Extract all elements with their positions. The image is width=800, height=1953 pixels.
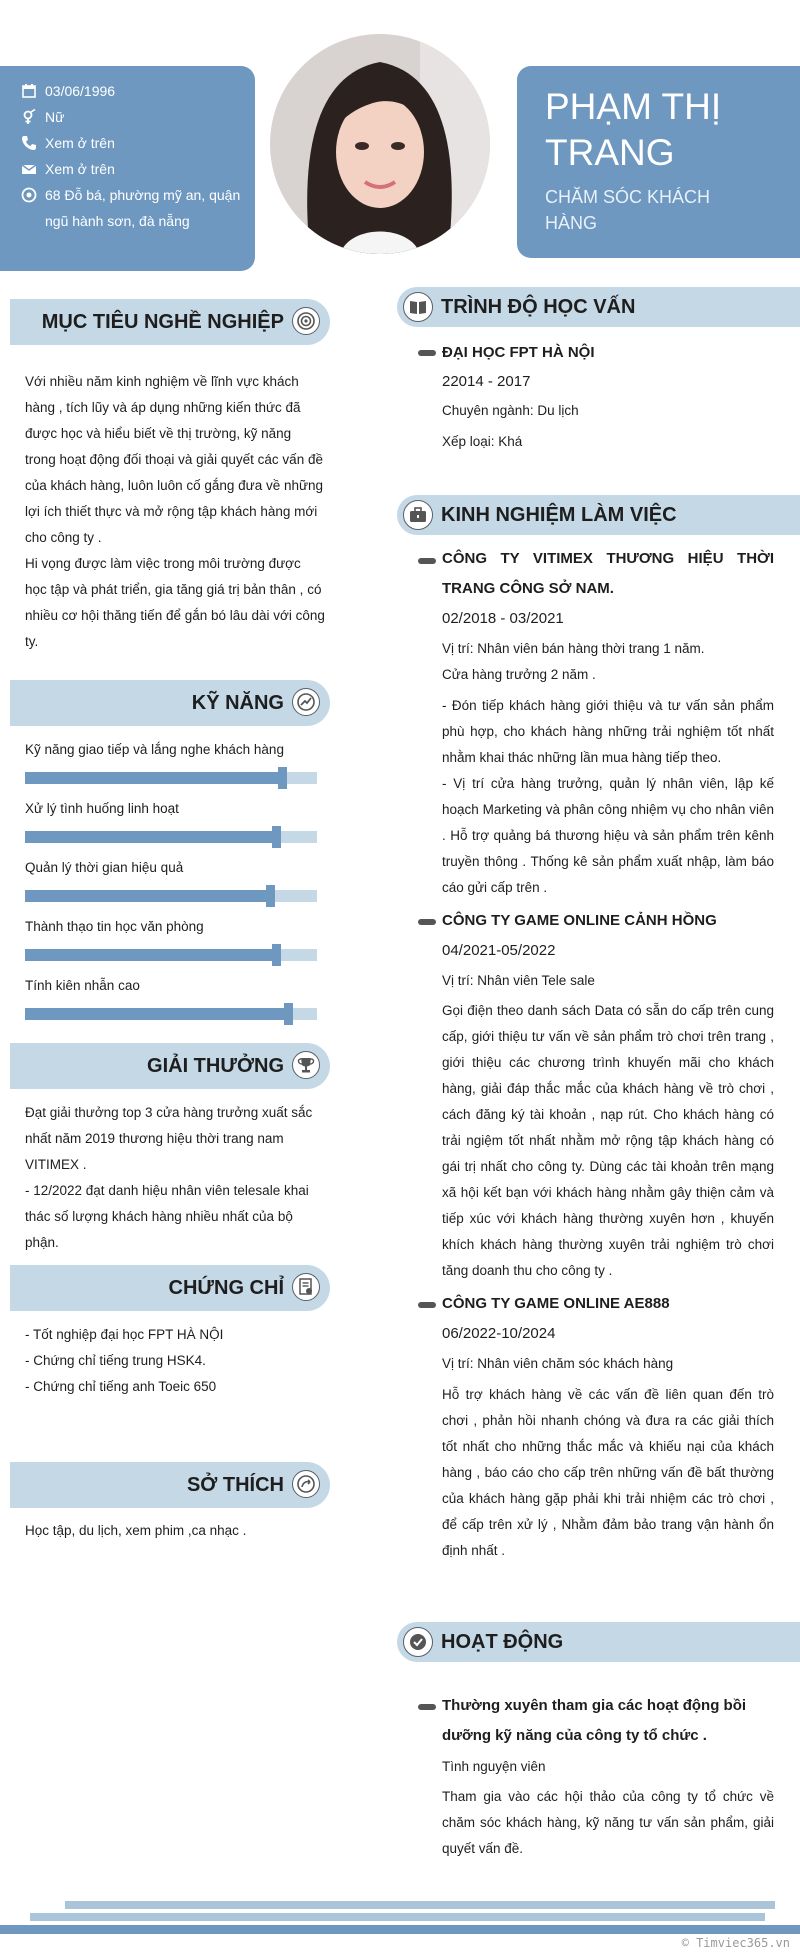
hobbies-text: Học tập, du lịch, xem phim ,ca nhạc . [25, 1523, 247, 1538]
hobbies-icon [292, 1470, 320, 1498]
activities-header [397, 1622, 800, 1662]
objective-text-2: Hi vọng được làm việc trong môi trường được học tập và phát triển, gia tăng giá trị bản thân , có nhiều cơ hội thăng tiến để gắn bó lâu dài với công ty. [25, 556, 325, 649]
activity-role: Tình nguyện viên [442, 1759, 546, 1774]
job-2-position: Vị trí: Nhân viên Tele sale [442, 973, 595, 988]
dob-text: 03/06/1996 [45, 83, 116, 99]
job-3-desc: Hỗ trợ khách hàng về các vấn đề liên quan đến trò chơi , phản hồi nhanh chóng và đưa ra các giải thích tốt nhất cho những thắc mắc và khiếu nại của khách hàng , báo cáo cho cấp trên những vấn đề bất thường của khách hàng gặp phải khi trải nhiệm các trò chơi , để cấp trên xử lý , Nhằm đảm bảo trang vận hành ổn định nhất . [442, 1387, 774, 1558]
check-circle-icon [403, 1627, 433, 1657]
calendar-icon [21, 83, 37, 99]
skill-bar-fill [25, 890, 270, 902]
objective-title: MỤC TIÊU NGHỀ NGHIỆP [41, 311, 284, 333]
job-1-company: CÔNG TY VITIMEX THƯƠNG HIỆU THỜI TRANG CÔNG SỞ NAM. [442, 550, 774, 597]
education-years: 22014 - 2017 [442, 373, 531, 390]
skill-bar-fill [25, 1008, 288, 1020]
phone-text: Xem ở trên [45, 135, 115, 151]
activity-desc: Tham gia vào các hội thảo của công ty tổ chức về chăm sóc khách hàng, kỹ năng tư vấn sản phẩm, giải quyết vấn đề. [442, 1789, 774, 1856]
briefcase-icon [403, 500, 433, 530]
email-text: Xem ở trên [45, 161, 115, 177]
experience-header [397, 495, 800, 535]
education-title: TRÌNH ĐỘ HỌC VẤN [441, 296, 636, 318]
job-3-bullet [418, 1302, 436, 1308]
hobbies-title: SỞ THÍCH [186, 1474, 284, 1496]
certificate-icon [292, 1273, 320, 1301]
experience-title: KINH NGHIỆM LÀM VIỆC [441, 504, 677, 526]
awards-text-1: Đạt giải thưởng top 3 cửa hàng trưởng xuất sắc nhất năm 2019 thương hiệu thời trang nam VITIMEX . [25, 1105, 313, 1172]
gender-icon [21, 109, 37, 125]
footer-bar-2 [30, 1913, 765, 1921]
job-title: CHĂM SÓC KHÁCH HÀNG [545, 187, 711, 233]
job-3-company: CÔNG TY GAME ONLINE AE888 [442, 1295, 670, 1312]
activity-bullet [418, 1704, 436, 1710]
address-text: 68 Đỗ bá, phường mỹ an, quận ngũ hành sơn, đà nẵng [45, 187, 241, 229]
job-1-desc-2: - Vị trí cửa hàng trưởng, quản lý nhân viên, lập kế hoạch Marketing và phân công nhiệm vụ cho nhân viên . Hỗ trợ quảng bá thương hiệu và sản phẩm trên kênh truyền thông . Thống kê sản phẩm xuất nhập, làm báo cáo gửi cấp trên . [442, 776, 774, 895]
job-3-period: 06/2022-10/2024 [442, 1325, 556, 1342]
education-bullet [418, 350, 436, 356]
location-icon [21, 187, 37, 203]
skill-bar-fill [25, 831, 276, 843]
skills-header [10, 680, 330, 726]
certificates-header [10, 1265, 330, 1311]
skill-bar-fill [25, 772, 282, 784]
avatar-portrait [270, 34, 490, 254]
skill-label: Kỹ năng giao tiếp và lắng nghe khách hàng [25, 742, 284, 757]
job-1-desc-1: - Đón tiếp khách hàng giới thiệu và tư vấn sản phẩm phù hợp, cho khách hàng những trải nghiệm tốt nhất nhằm khai thác những lần mua hàng tiếp theo. [442, 698, 774, 765]
phone-icon [21, 135, 37, 151]
awards-title: GIẢI THƯỞNG [147, 1055, 284, 1077]
job-1-bullet [418, 558, 436, 564]
candidate-name: PHẠM THỊ TRANG [545, 86, 722, 173]
skill-bar-track [25, 831, 317, 843]
skill-label: Tính kiên nhẫn cao [25, 978, 140, 993]
certificate-item-1: - Tốt nghiệp đại học FPT HÀ NỘI [25, 1327, 224, 1342]
skill-bar-track [25, 772, 317, 784]
objective-header [10, 299, 330, 345]
activity-heading: Thường xuyên tham gia các hoạt động bồi dưỡng kỹ năng của công ty tổ chức . [442, 1697, 747, 1744]
education-major: Chuyên ngành: Du lịch [442, 403, 579, 418]
job-1-position: Vị trí: Nhân viên bán hàng thời trang 1 năm. [442, 641, 705, 656]
skill-bar-marker [278, 767, 287, 789]
name-panel [517, 66, 800, 258]
skill-bar-marker [272, 944, 281, 966]
skill-label: Xử lý tình huống linh hoạt [25, 801, 179, 816]
watermark: © Timviec365.vn [681, 1936, 790, 1950]
skill-label: Thành thạo tin học văn phòng [25, 919, 204, 934]
hobbies-header [10, 1462, 330, 1508]
activities-title: HOẠT ĐỘNG [441, 1631, 564, 1653]
job-2-company: CÔNG TY GAME ONLINE CẢNH HỒNG [442, 912, 717, 929]
awards-text-2: - 12/2022 đạt danh hiệu nhân viên telesale khai thác số lượng khách hàng nhiều nhất của bộ phận. [25, 1183, 309, 1250]
gender-text: Nữ [45, 109, 65, 125]
education-header [397, 287, 800, 327]
skill-bar-track [25, 1008, 317, 1020]
skill-bar-track [25, 949, 317, 961]
education-grade: Xếp loại: Khá [442, 434, 523, 449]
skills-icon [292, 688, 320, 716]
certificates-title: CHỨNG CHỈ [168, 1277, 284, 1299]
target-icon [292, 307, 320, 335]
job-1-position-2: Cửa hàng trưởng 2 năm . [442, 667, 596, 682]
skills-title: KỸ NĂNG [191, 692, 284, 714]
book-icon [403, 292, 433, 322]
job-3-position: Vị trí: Nhân viên chăm sóc khách hàng [442, 1356, 674, 1371]
footer-bar-1 [65, 1901, 775, 1909]
certificate-item-3: - Chứng chỉ tiếng anh Toeic 650 [25, 1379, 217, 1394]
skill-bar-marker [266, 885, 275, 907]
certificate-item-2: - Chứng chỉ tiếng trung HSK4. [25, 1353, 206, 1368]
job-2-period: 04/2021-05/2022 [442, 942, 556, 959]
education-school: ĐẠI HỌC FPT HÀ NỘI [442, 344, 595, 361]
avatar [270, 34, 490, 254]
skill-bar-fill [25, 949, 276, 961]
skill-bar-marker [272, 826, 281, 848]
skill-bar-marker [284, 1003, 293, 1025]
personal-info-panel [0, 66, 255, 271]
skill-label: Quản lý thời gian hiệu quả [25, 860, 184, 875]
job-1-period: 02/2018 - 03/2021 [442, 610, 564, 627]
skill-bar-track [25, 890, 317, 902]
envelope-icon [21, 161, 37, 177]
objective-text-1: Với nhiều năm kinh nghiệm về lĩnh vực khách hàng , tích lũy và áp dụng những kiến thức đã được học và hiểu biết về thị trường, kỹ năng trong hoạt động đối thoại và giải quyết các vấn đề của khách hàng, luôn luôn cố gắng đưa về những lợi ích thiết thực và mở rộng tập khách hàng mới cho công ty . [25, 374, 324, 545]
job-2-desc: Gọi điện theo danh sách Data có sẵn do cấp trên cung cấp, giới thiệu tư vấn về sản phẩm trò chơi trên trang , giới thiệu các chương trình khuyến mãi cho khách hàng, giải đáp thắc mắc của khách hàng về trò chơi , cách đăng ký tài khoản , nạp rút. Cho khách hàng có trải ngiệm tốt nhất nhằm mở rộng tập khách hàng có gái trị nhất cho công ty. Dùng các tài khoản trên mạng xã hội kết bạn với khách hàng nhằm gây thiện cảm và tiếp xúc với khách hàng thường xuyên hơn , khuyến khích khách hàng thường xuyên trải nghiệm trò chơi tăng doanh thu cho công ty . [442, 1003, 774, 1278]
job-2-bullet [418, 919, 436, 925]
footer-bar-3 [0, 1925, 800, 1934]
awards-header [10, 1043, 330, 1089]
trophy-icon [292, 1051, 320, 1079]
